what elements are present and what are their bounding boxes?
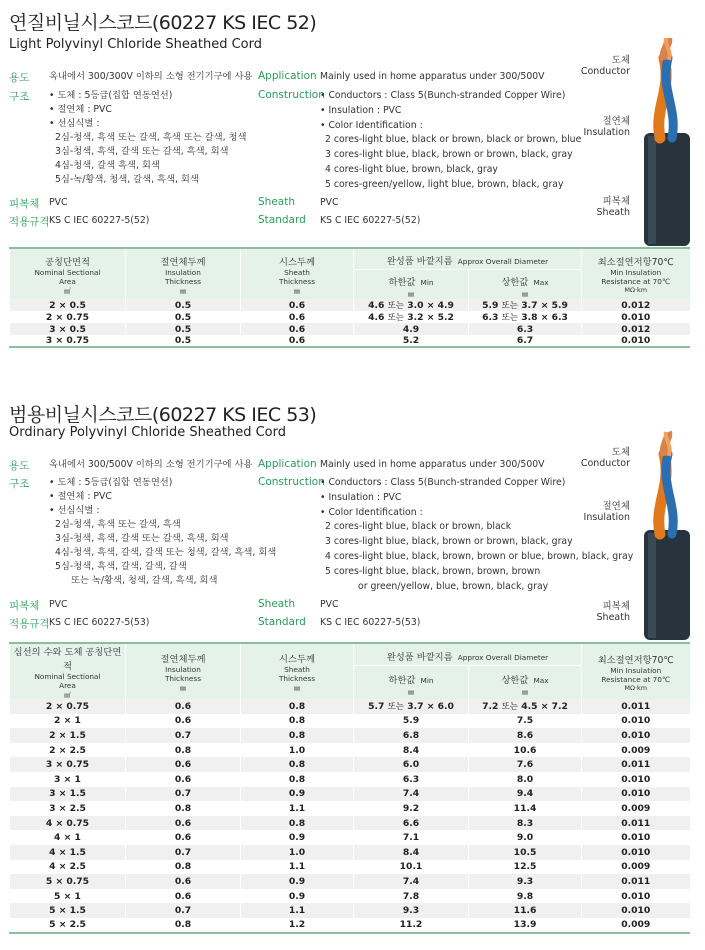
cable-illustration [638,430,694,640]
table-cell: 2 × 1 [10,714,126,729]
cable-label-text: Conductor [580,66,630,77]
construction-line: • Insulation : PVC [320,104,402,116]
table-cell: 7.5 [469,714,582,729]
label-standard-ko: 적용규격 [9,618,50,630]
table-cell: 0.6 [241,311,354,323]
construction-line: 또는 녹/황색, 청색, 갈색, 흑색, 회색 [71,575,218,586]
header-insulation-thickness: 절연체두께 Insulation Thickness ㎜ [126,248,241,299]
table-cell: 0.5 [126,299,241,311]
table-cell: 3 × 0.5 [10,323,126,335]
table-cell: 0.8 [241,728,354,743]
table-cell: 7.2 또는 4.5 × 7.2 [469,699,582,714]
section-title-en: Light Polyvinyl Chloride Sheathed Cord [9,37,262,52]
label-application-ko: 용도 [9,72,30,84]
table-cell: 0.8 [241,714,354,729]
table-cell: 8.6 [469,728,582,743]
table-cell: 0.009 [582,743,690,758]
table-cell: 5 × 1 [10,889,126,904]
construction-line: or green/yellow, blue, brown, black, gray [358,580,549,592]
cable-label-text: Sheath [596,207,630,218]
construction-line: 3심-청색, 흑색, 갈색 또는 갈색, 흑색, 회색 [55,533,229,544]
table-cell: 0.6 [126,874,241,889]
table-cell: 0.6 [126,830,241,845]
table-cell: 0.8 [241,772,354,787]
table-cell: 1.0 [241,743,354,758]
table-cell: 0.7 [126,845,241,860]
header-min-insulation-resistance: 최소절연저항70℃ Min Insulation Resistance at 70℃ MΩ·km [582,643,690,699]
table-cell: 0.011 [582,757,690,772]
label-construction-ko: 구조 [9,91,30,103]
table-row [10,903,690,918]
construction-line: 3 cores-light blue, black, brown or brown, black, gray [325,149,573,161]
table-cell: 5 × 0.75 [10,874,126,889]
construction-line: 2심-청색, 흑색 또는 갈색, 흑색 [55,519,181,530]
table-cell: 0.8 [126,918,241,933]
table-cell: 6.3 또는 3.8 × 6.3 [469,311,582,323]
cable-jacket-highlight [648,533,656,638]
cable-label-insulation [584,501,630,523]
table-cell: 11.4 [469,801,582,816]
table-row [10,772,690,787]
table-cell: 3 × 2.5 [10,801,126,816]
construction-en [320,476,633,594]
cable-label-sheath [597,601,630,623]
table-cell: 0.7 [126,728,241,743]
table-row [10,830,690,845]
header-diameter-min: 하한값 Min ㎜ [354,269,469,299]
standard-ko: KS C IEC 60227-5(52) [49,215,150,226]
construction-line: • 절연체 : PVC [49,104,112,115]
table-row [10,757,690,772]
header-insulation-thickness: 절연체두께 Insulation Thickness ㎜ [126,643,241,699]
standard-ko: KS C IEC 60227-5(53) [49,617,150,628]
header-diameter-max: 상한값 Max ㎜ [469,665,582,699]
construction-line: 5심-청색, 흑색, 갈색, 갈색, 갈색 [55,561,187,572]
table-cell: 0.7 [126,903,241,918]
construction-line: 4 cores-light blue, black, brown, brown or blue, brown, black, gray [325,550,634,562]
application-ko: 옥내에서 300/300V 이하의 소형 전기기구에 사용 [49,71,253,82]
application-en: Mainly used in home apparatus under 300/500V [320,459,545,470]
table-cell: 0.6 [126,714,241,729]
table-row [10,918,690,933]
table-cell: 9.0 [469,830,582,845]
table-cell: 1.2 [241,918,354,933]
table-cell: 7.8 [354,889,469,904]
table-cell: 9.4 [469,787,582,802]
table-cell: 10.5 [469,845,582,860]
table-cell: 3 × 1.5 [10,787,126,802]
table-cell: 6.3 [354,772,469,787]
table-cell: 0.8 [126,743,241,758]
table-cell: 3 × 0.75 [10,335,126,347]
construction-line: • 절연체 : PVC [49,491,112,502]
label-sheath-en: Sheath [258,196,295,208]
table-cell: 0.8 [126,801,241,816]
construction-line: 5 cores-green/yellow, light blue, brown, black, gray [325,178,564,190]
table-cell: 4.9 [354,323,469,335]
table-cell: 9.8 [469,889,582,904]
table-row [10,860,690,875]
table-cell: 0.012 [582,323,690,335]
table-cell: 0.010 [582,830,690,845]
table-cell: 10.1 [354,860,469,875]
table-cell: 2 × 0.75 [10,311,126,323]
table-cell: 8.3 [469,816,582,831]
label-standard-ko: 적용규격 [9,216,50,228]
table-row [10,714,690,729]
section-title-ko: 범용비닐시스코드(60227 KS IEC 53) [9,404,317,426]
table-cell: 8.0 [469,772,582,787]
sheath-ko: PVC [49,197,68,208]
table-cell: 2 × 0.75 [10,699,126,714]
header-min-insulation-resistance: 최소절연저항70℃ Min Insulation Resistance at 70℃ MΩ·km [582,248,690,299]
table-cell: 4 × 1 [10,830,126,845]
table-cell: 0.011 [582,816,690,831]
application-en: Mainly used in home apparatus under 300/500V [320,71,545,82]
table-cell: 0.5 [126,335,241,347]
construction-line: 2심-청색, 흑색 또는 갈색, 흑색 또는 갈색, 청색 [55,132,247,143]
label-construction-ko: 구조 [9,478,30,490]
table-cell: 2 × 0.5 [10,299,126,311]
table-cell: 0.6 [241,335,354,347]
label-sheath-ko: 피복체 [9,198,40,210]
construction-line: 2 cores-light blue, black or brown, black or brown, blue [325,134,582,146]
construction-line: • Color Identification : [320,119,423,131]
table-cell: 5 × 1.5 [10,903,126,918]
table-cell: 13.9 [469,918,582,933]
table-cell: 11.2 [354,918,469,933]
label-standard-en: Standard [258,214,306,226]
construction-line: • Color Identification : [320,506,423,518]
header-overall-diameter: 완성품 바깥지름 Approx Overall Diameter [354,248,582,269]
table-cell: 0.6 [126,816,241,831]
spec-table-2 [9,642,690,934]
table-cell: 4.6 또는 3.2 × 5.2 [354,311,469,323]
table-cell: 6.8 [354,728,469,743]
construction-line: • 선심식별 : [49,118,100,129]
table-cell: 6.6 [354,816,469,831]
application-ko: 옥내에서 300/500V 이하의 소형 전기기구에 사용 [49,459,253,470]
construction-ko [49,476,276,588]
table-cell: 8.4 [354,845,469,860]
cable-label-text: Insulation [583,127,630,138]
table-cell: 0.010 [582,335,690,347]
table-row [10,728,690,743]
table-cell: 0.010 [582,903,690,918]
table-cell: 11.6 [469,903,582,918]
construction-line: • Conductors : Class 5(Bunch-stranded Copper Wire) [320,477,566,488]
table-cell: 0.012 [582,299,690,311]
table-cell: 0.8 [241,757,354,772]
cable-label-text: 절연체 [602,501,630,512]
label-sheath-en: Sheath [258,598,295,610]
table-cell: 9.3 [354,903,469,918]
table-cell: 0.9 [241,874,354,889]
label-sheath-ko: 피복체 [9,600,40,612]
table-cell: 0.6 [126,699,241,714]
table-row [10,874,690,889]
table-cell: 0.5 [126,311,241,323]
construction-line: 4심-청색, 흑색, 갈색, 갈색 또는 청색, 갈색, 흑색, 회색 [55,547,277,558]
table-cell: 0.8 [126,860,241,875]
table-row [10,801,690,816]
construction-line: • 도체 : 5등급(집합 연동연선) [49,90,173,101]
table-cell: 1.1 [241,801,354,816]
table-cell: 0.6 [241,323,354,335]
cable-label-text: 피복체 [602,196,630,207]
table-cell: 0.6 [126,772,241,787]
construction-line: • Insulation : PVC [320,491,402,503]
construction-line: 3심-청색, 흑색, 갈색 또는 갈색, 흑색, 회색 [55,146,229,157]
table-cell: 0.009 [582,918,690,933]
section-title-en: Ordinary Polyvinyl Chloride Sheathed Cord [9,425,286,440]
table-cell: 2 × 2.5 [10,743,126,758]
table-cell: 3 × 1 [10,772,126,787]
table-cell: 4 × 2.5 [10,860,126,875]
construction-line: • Conductors : Class 5(Bunch-stranded Copper Wire) [320,90,566,101]
table-row [10,787,690,802]
header-nominal-area: 공칭단면적 Nominal Sectional Area ㎟ [10,248,126,299]
cable-label-text: Conductor [580,458,630,469]
table-cell: 0.010 [582,728,690,743]
table-row [10,889,690,904]
table-cell: 8.4 [354,743,469,758]
section-title-ko: 연질비닐시스코드(60227 KS IEC 52) [9,12,317,34]
table-cell: 4.6 또는 3.0 × 4.9 [354,299,469,311]
table-cell: 9.2 [354,801,469,816]
table-cell: 6.0 [354,757,469,772]
table-cell: 10.6 [469,743,582,758]
table-cell: 0.010 [582,311,690,323]
table-cell: 5 × 2.5 [10,918,126,933]
header-diameter-min: 하한값 Min ㎜ [354,665,469,699]
construction-line: 4 cores-light blue, brown, black, gray [325,163,498,175]
cable-label-text: Insulation [583,512,630,523]
cable-label-text: 절연체 [602,116,630,127]
table-cell: 0.009 [582,860,690,875]
sheath-en: PVC [320,599,339,610]
label-application-en: Application [258,70,317,82]
table-cell: 4 × 0.75 [10,816,126,831]
construction-line: • 도체 : 5등급(집합 연동연선) [49,477,173,488]
construction-line: 4심-청색, 갈색 흑색, 회색 [55,160,160,171]
label-application-ko: 용도 [9,460,30,472]
table-cell: 0.8 [241,699,354,714]
cable-label-text: Sheath [596,612,630,623]
header-diameter-max: 상한값 Max ㎜ [469,269,582,299]
label-application-en: Application [258,458,317,470]
standard-en: KS C IEC 60227-5(53) [320,617,421,628]
table-row [10,816,690,831]
table-cell: 0.5 [126,323,241,335]
construction-line: • 선심식별 : [49,505,100,516]
table-cell: 4 × 1.5 [10,845,126,860]
table-cell: 0.9 [241,889,354,904]
table-cell: 1.1 [241,860,354,875]
table-cell: 7.6 [469,757,582,772]
table-cell: 0.011 [582,699,690,714]
table-cell: 1.1 [241,903,354,918]
cable-label-text: 피복체 [602,601,630,612]
table-cell: 0.010 [582,714,690,729]
construction-line: 3 cores-light blue, black, brown or brown, black, gray [325,536,573,548]
table-cell: 7.1 [354,830,469,845]
table-cell: 9.3 [469,874,582,889]
table-cell: 0.9 [241,830,354,845]
cable-label-text: 도체 [611,55,630,66]
header-sheath-thickness: 시스두께 Sheath Thickness ㎜ [241,248,354,299]
standard-en: KS C IEC 60227-5(52) [320,215,421,226]
table-cell: 5.9 또는 3.7 × 5.9 [469,299,582,311]
sheath-en: PVC [320,197,339,208]
table-cell: 0.010 [582,845,690,860]
table-cell: 3 × 0.75 [10,757,126,772]
header-overall-diameter: 완성품 바깥지름 Approx Overall Diameter [354,643,582,665]
table-row [10,845,690,860]
label-construction-en: Construction [258,89,325,101]
construction-line: 5 cores-light blue, black, brown, brown, brown [325,565,541,577]
cable-label-conductor [581,447,630,469]
table-cell: 12.5 [469,860,582,875]
insulation-blue [666,454,673,534]
table-cell: 1.0 [241,845,354,860]
table-cell: 0.6 [241,299,354,311]
construction-line: 5심-녹/황색, 청색, 갈색, 흑색, 회색 [55,174,199,185]
label-standard-en: Standard [258,616,306,628]
sheath-ko: PVC [49,599,68,610]
table-cell: 5.9 [354,714,469,729]
label-construction-en: Construction [258,476,325,488]
table-cell: 0.010 [582,787,690,802]
table-cell: 0.7 [126,787,241,802]
table-cell: 6.7 [469,335,582,347]
table-cell: 5.7 또는 3.7 × 6.0 [354,699,469,714]
table-cell: 0.009 [582,801,690,816]
table-cell: 0.6 [126,757,241,772]
table-cell: 0.9 [241,787,354,802]
table-cell: 0.010 [582,889,690,904]
table-cell: 0.011 [582,874,690,889]
table-cell: 0.6 [126,889,241,904]
cable-label-text: 도체 [611,447,630,458]
table-row [10,699,690,714]
header-sheath-thickness: 시스두께 Sheath Thickness ㎜ [241,643,354,699]
table-cell: 0.8 [241,816,354,831]
table-row [10,743,690,758]
table-cell: 2 × 1.5 [10,728,126,743]
table-cell: 7.4 [354,874,469,889]
table-cell: 5.2 [354,335,469,347]
table-cell: 0.010 [582,772,690,787]
table-cell: 7.4 [354,787,469,802]
table-cell: 6.3 [469,323,582,335]
construction-line: 2 cores-light blue, black or brown, black [325,521,512,533]
header-nominal-area: 심선의 수와 도체 공칭단면적 Nominal Sectional Area ㎟ [10,643,126,699]
